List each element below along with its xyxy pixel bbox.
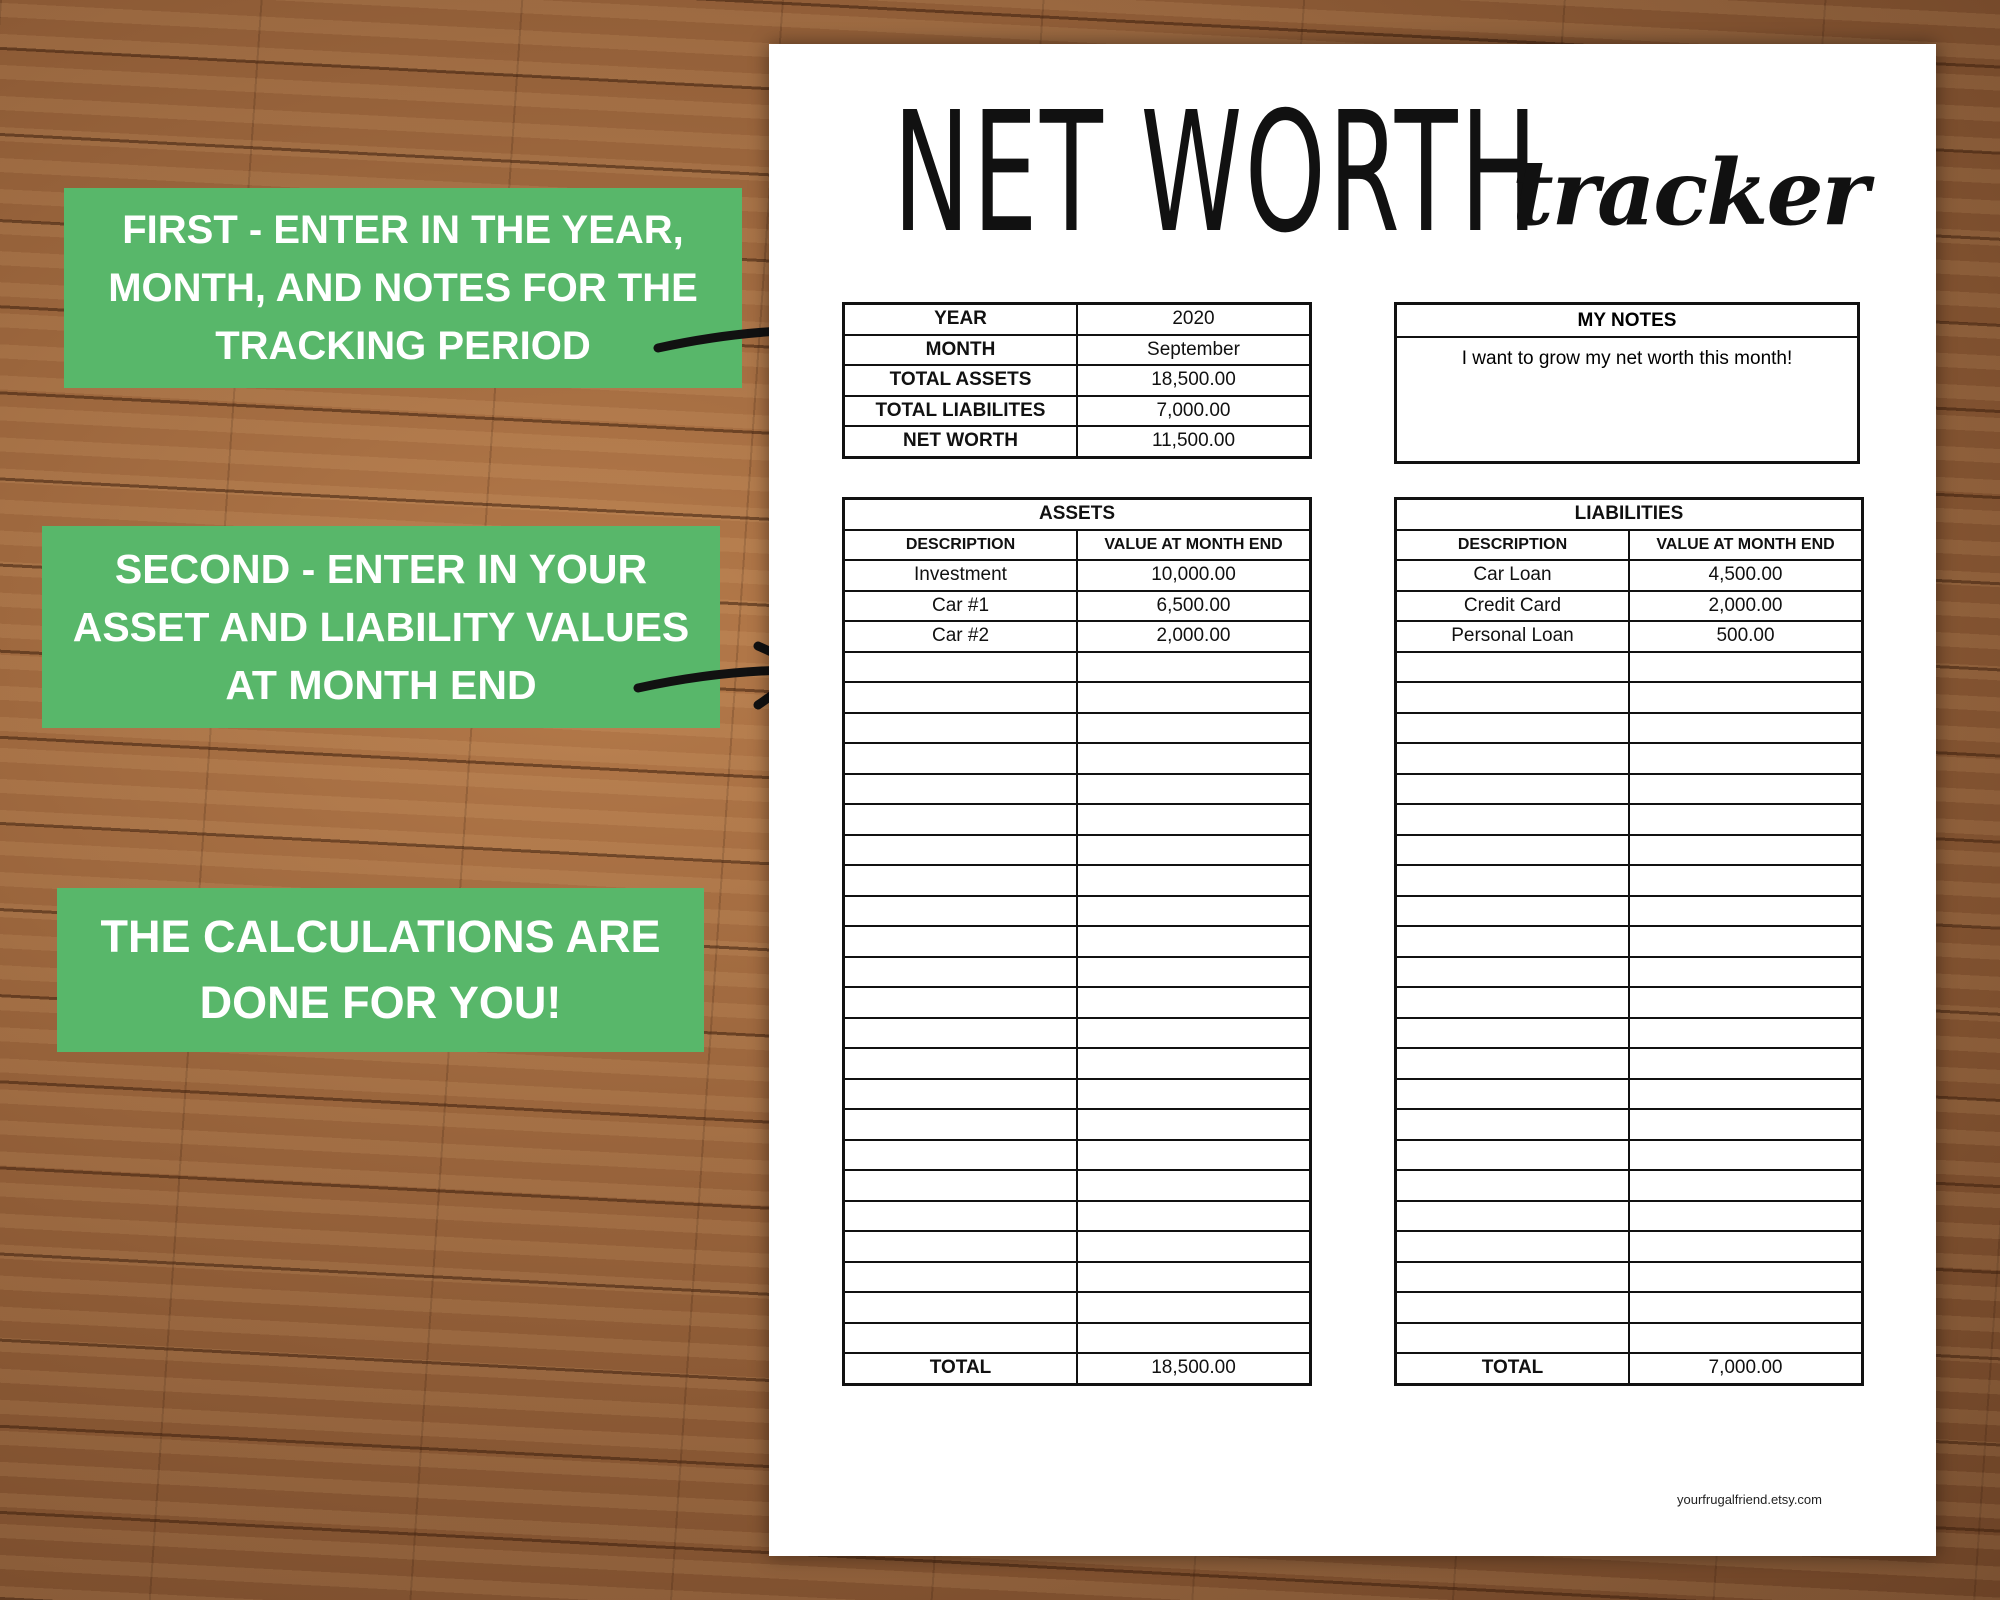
- liabilities-row-description[interactable]: [1396, 1262, 1630, 1293]
- callout-first-step: FIRST - ENTER IN THE YEAR, MONTH, AND NOTES FOR THE TRACKING PERIOD: [64, 188, 742, 388]
- assets-total-value: 18,500.00: [1077, 1353, 1311, 1384]
- assets-row-value[interactable]: [1077, 1140, 1311, 1171]
- liabilities-row-value[interactable]: [1629, 652, 1863, 683]
- liabilities-row: [1396, 865, 1863, 896]
- liabilities-row: [1396, 1109, 1863, 1140]
- assets-row: [844, 926, 1311, 957]
- liabilities-row-value[interactable]: [1629, 1140, 1863, 1171]
- liabilities-total-row: [1396, 1353, 1863, 1384]
- assets-table: [842, 497, 1312, 1386]
- total-liabilities-label: TOTAL LIABILITES: [844, 396, 1078, 427]
- assets-row: [844, 1048, 1311, 1079]
- assets-row: [844, 957, 1311, 988]
- total-assets-label: TOTAL ASSETS: [844, 365, 1078, 396]
- notes-title: MY NOTES: [1397, 305, 1857, 338]
- liabilities-row: [1396, 682, 1863, 713]
- assets-row-value[interactable]: [1077, 682, 1311, 713]
- liabilities-row-value[interactable]: [1629, 1262, 1863, 1293]
- liabilities-row: [1396, 713, 1863, 744]
- liabilities-row: [1396, 1048, 1863, 1079]
- liabilities-row: [1396, 621, 1863, 652]
- liabilities-total-label: TOTAL: [1396, 1353, 1630, 1384]
- liabilities-row: [1396, 1292, 1863, 1323]
- assets-row-value[interactable]: [1077, 713, 1311, 744]
- assets-row-value[interactable]: [1077, 652, 1311, 683]
- liabilities-row-value[interactable]: [1629, 1201, 1863, 1232]
- assets-row-description[interactable]: Car #2: [844, 621, 1078, 652]
- liabilities-row: [1396, 1140, 1863, 1171]
- liabilities-row-description[interactable]: [1396, 865, 1630, 896]
- assets-row: [844, 1201, 1311, 1232]
- liabilities-row-value[interactable]: [1629, 804, 1863, 835]
- liabilities-row: [1396, 926, 1863, 957]
- liabilities-row-description[interactable]: [1396, 1109, 1630, 1140]
- assets-title: ASSETS: [844, 499, 1311, 530]
- liabilities-row: [1396, 1170, 1863, 1201]
- liabilities-row: [1396, 1201, 1863, 1232]
- liabilities-row: [1396, 652, 1863, 683]
- assets-row-description[interactable]: [844, 1109, 1078, 1140]
- assets-row: [844, 1170, 1311, 1201]
- liabilities-row: [1396, 896, 1863, 927]
- assets-total-row: [844, 1353, 1311, 1384]
- liabilities-row-description[interactable]: [1396, 835, 1630, 866]
- liabilities-row-value[interactable]: [1629, 1292, 1863, 1323]
- assets-row: [844, 835, 1311, 866]
- liabilities-row-description[interactable]: [1396, 957, 1630, 988]
- assets-row-description[interactable]: [844, 1201, 1078, 1232]
- total-liabilities-value: 7,000.00: [1077, 396, 1311, 427]
- assets-row: [844, 560, 1311, 591]
- assets-row: [844, 774, 1311, 805]
- liabilities-row: [1396, 835, 1863, 866]
- net-worth-value: 11,500.00: [1077, 426, 1311, 457]
- liabilities-row-value[interactable]: 4,500.00: [1629, 560, 1863, 591]
- liabilities-row-description[interactable]: [1396, 1018, 1630, 1049]
- liabilities-row: [1396, 1231, 1863, 1262]
- liabilities-row: [1396, 1262, 1863, 1293]
- liabilities-row-value[interactable]: [1629, 1170, 1863, 1201]
- liabilities-row-value[interactable]: [1629, 1231, 1863, 1262]
- assets-row: [844, 865, 1311, 896]
- assets-row: [844, 743, 1311, 774]
- liabilities-row-description[interactable]: [1396, 1079, 1630, 1110]
- liabilities-row-value[interactable]: 500.00: [1629, 621, 1863, 652]
- assets-row-value[interactable]: [1077, 1109, 1311, 1140]
- liabilities-row-value[interactable]: [1629, 1048, 1863, 1079]
- liabilities-row-description[interactable]: [1396, 804, 1630, 835]
- assets-row-value[interactable]: [1077, 1262, 1311, 1293]
- liabilities-row-value[interactable]: [1629, 1079, 1863, 1110]
- liabilities-row-description[interactable]: Credit Card: [1396, 591, 1630, 622]
- assets-row-value[interactable]: [1077, 804, 1311, 835]
- assets-row-description[interactable]: [844, 1048, 1078, 1079]
- assets-row-value[interactable]: [1077, 896, 1311, 927]
- assets-row-value[interactable]: [1077, 774, 1311, 805]
- liabilities-table: [1394, 497, 1864, 1386]
- callout-calculations: THE CALCULATIONS ARE DONE FOR YOU!: [57, 888, 704, 1052]
- liabilities-row-description[interactable]: [1396, 743, 1630, 774]
- liabilities-row-value[interactable]: [1629, 896, 1863, 927]
- assets-row-description[interactable]: [844, 1018, 1078, 1049]
- liabilities-row: [1396, 987, 1863, 1018]
- assets-row-description[interactable]: [844, 652, 1078, 683]
- liabilities-row: [1396, 1079, 1863, 1110]
- assets-row: [844, 1109, 1311, 1140]
- assets-row-value[interactable]: 6,500.00: [1077, 591, 1311, 622]
- assets-row-value[interactable]: [1077, 1231, 1311, 1262]
- assets-row-description[interactable]: [844, 896, 1078, 927]
- liabilities-row-value[interactable]: [1629, 1323, 1863, 1354]
- total-assets-value: 18,500.00: [1077, 365, 1311, 396]
- assets-row: [844, 987, 1311, 1018]
- liabilities-row-description[interactable]: [1396, 713, 1630, 744]
- assets-row-description[interactable]: [844, 804, 1078, 835]
- liabilities-row: [1396, 1018, 1863, 1049]
- liabilities-row: [1396, 560, 1863, 591]
- liabilities-row-value[interactable]: [1629, 743, 1863, 774]
- liabilities-row-value[interactable]: [1629, 774, 1863, 805]
- assets-row-value[interactable]: 10,000.00: [1077, 560, 1311, 591]
- liabilities-row-description[interactable]: Car Loan: [1396, 560, 1630, 591]
- year-label: YEAR: [844, 304, 1078, 335]
- assets-row-description[interactable]: [844, 774, 1078, 805]
- assets-row-value[interactable]: [1077, 1048, 1311, 1079]
- callout-second-step: SECOND - ENTER IN YOUR ASSET AND LIABILITY VALUES AT MONTH END: [42, 526, 720, 728]
- liabilities-row-description[interactable]: [1396, 1231, 1630, 1262]
- tracker-sheet: [769, 44, 1936, 1556]
- liabilities-row-value[interactable]: 2,000.00: [1629, 591, 1863, 622]
- liabilities-row-description[interactable]: [1396, 1140, 1630, 1171]
- liabilities-row-description[interactable]: [1396, 774, 1630, 805]
- assets-row-value[interactable]: 2,000.00: [1077, 621, 1311, 652]
- assets-row-value[interactable]: [1077, 957, 1311, 988]
- assets-row-description[interactable]: [844, 1079, 1078, 1110]
- assets-row-description[interactable]: [844, 1262, 1078, 1293]
- assets-row-description[interactable]: [844, 1170, 1078, 1201]
- liabilities-row-value[interactable]: [1629, 835, 1863, 866]
- assets-row: [844, 896, 1311, 927]
- liabilities-row-description[interactable]: [1396, 1048, 1630, 1079]
- assets-row-description[interactable]: [844, 1323, 1078, 1354]
- liabilities-row: [1396, 591, 1863, 622]
- liabilities-row-description[interactable]: [1396, 1201, 1630, 1232]
- liabilities-row-description[interactable]: Personal Loan: [1396, 621, 1630, 652]
- liabilities-row-description[interactable]: [1396, 652, 1630, 683]
- assets-row-description[interactable]: [844, 865, 1078, 896]
- assets-row-description[interactable]: [844, 682, 1078, 713]
- assets-row-description[interactable]: [844, 1140, 1078, 1171]
- summary-table: [842, 302, 1312, 459]
- liabilities-row-description[interactable]: [1396, 1170, 1630, 1201]
- assets-col-value: VALUE AT MONTH END: [1077, 530, 1311, 561]
- page-title: NET WORTH: [893, 77, 1540, 270]
- assets-row-description[interactable]: [844, 1231, 1078, 1262]
- assets-row-value[interactable]: [1077, 926, 1311, 957]
- assets-row: [844, 1140, 1311, 1171]
- assets-row-value[interactable]: [1077, 743, 1311, 774]
- liabilities-row-value[interactable]: [1629, 957, 1863, 988]
- assets-row: [844, 804, 1311, 835]
- month-value[interactable]: September: [1077, 335, 1311, 366]
- assets-row: [844, 682, 1311, 713]
- net-worth-label: NET WORTH: [844, 426, 1078, 457]
- liabilities-row: [1396, 743, 1863, 774]
- assets-row: [844, 652, 1311, 683]
- assets-row: [844, 1323, 1311, 1354]
- liabilities-row-value[interactable]: [1629, 682, 1863, 713]
- footer-source: yourfrugalfriend.etsy.com: [1677, 1492, 1822, 1507]
- assets-row-value[interactable]: [1077, 1201, 1311, 1232]
- assets-row: [844, 713, 1311, 744]
- assets-row: [844, 1018, 1311, 1049]
- assets-col-description: DESCRIPTION: [844, 530, 1078, 561]
- liabilities-row-value[interactable]: [1629, 1018, 1863, 1049]
- year-value[interactable]: 2020: [1077, 304, 1311, 335]
- assets-row: [844, 1079, 1311, 1110]
- liabilities-row-value[interactable]: [1629, 987, 1863, 1018]
- assets-row-value[interactable]: [1077, 987, 1311, 1018]
- liabilities-col-description: DESCRIPTION: [1396, 530, 1630, 561]
- liabilities-row-description[interactable]: [1396, 1323, 1630, 1354]
- assets-row-description[interactable]: [844, 957, 1078, 988]
- liabilities-row-description[interactable]: [1396, 1292, 1630, 1323]
- liabilities-total-value: 7,000.00: [1629, 1353, 1863, 1384]
- month-label: MONTH: [844, 335, 1078, 366]
- liabilities-row: [1396, 957, 1863, 988]
- liabilities-row-value[interactable]: [1629, 865, 1863, 896]
- liabilities-row-value[interactable]: [1629, 713, 1863, 744]
- assets-row-description[interactable]: [844, 713, 1078, 744]
- assets-row-value[interactable]: [1077, 1292, 1311, 1323]
- assets-row-value[interactable]: [1077, 865, 1311, 896]
- assets-row-value[interactable]: [1077, 1170, 1311, 1201]
- assets-row: [844, 591, 1311, 622]
- assets-row-description[interactable]: [844, 987, 1078, 1018]
- liabilities-row: [1396, 774, 1863, 805]
- assets-row: [844, 621, 1311, 652]
- assets-row-description[interactable]: Investment: [844, 560, 1078, 591]
- assets-row-description[interactable]: [844, 835, 1078, 866]
- liabilities-row-description[interactable]: [1396, 987, 1630, 1018]
- assets-row-description[interactable]: [844, 926, 1078, 957]
- assets-total-label: TOTAL: [844, 1353, 1078, 1384]
- liabilities-title: LIABILITIES: [1396, 499, 1863, 530]
- liabilities-row-description[interactable]: [1396, 682, 1630, 713]
- assets-row-description[interactable]: [844, 743, 1078, 774]
- assets-row-value[interactable]: [1077, 835, 1311, 866]
- assets-row: [844, 1292, 1311, 1323]
- liabilities-row-value[interactable]: [1629, 1109, 1863, 1140]
- assets-row: [844, 1231, 1311, 1262]
- assets-row-description[interactable]: [844, 1292, 1078, 1323]
- assets-row-value[interactable]: [1077, 1323, 1311, 1354]
- liabilities-row-description[interactable]: [1396, 926, 1630, 957]
- assets-row-description[interactable]: Car #1: [844, 591, 1078, 622]
- notes-box[interactable]: [1394, 302, 1860, 464]
- notes-text[interactable]: I want to grow my net worth this month!: [1461, 348, 1793, 369]
- page-subtitle: tracker: [1512, 140, 1868, 246]
- assets-row-value[interactable]: [1077, 1018, 1311, 1049]
- liabilities-row: [1396, 804, 1863, 835]
- assets-row-value[interactable]: [1077, 1079, 1311, 1110]
- liabilities-row: [1396, 1323, 1863, 1354]
- liabilities-col-value: VALUE AT MONTH END: [1629, 530, 1863, 561]
- liabilities-row-value[interactable]: [1629, 926, 1863, 957]
- assets-row: [844, 1262, 1311, 1293]
- liabilities-row-description[interactable]: [1396, 896, 1630, 927]
